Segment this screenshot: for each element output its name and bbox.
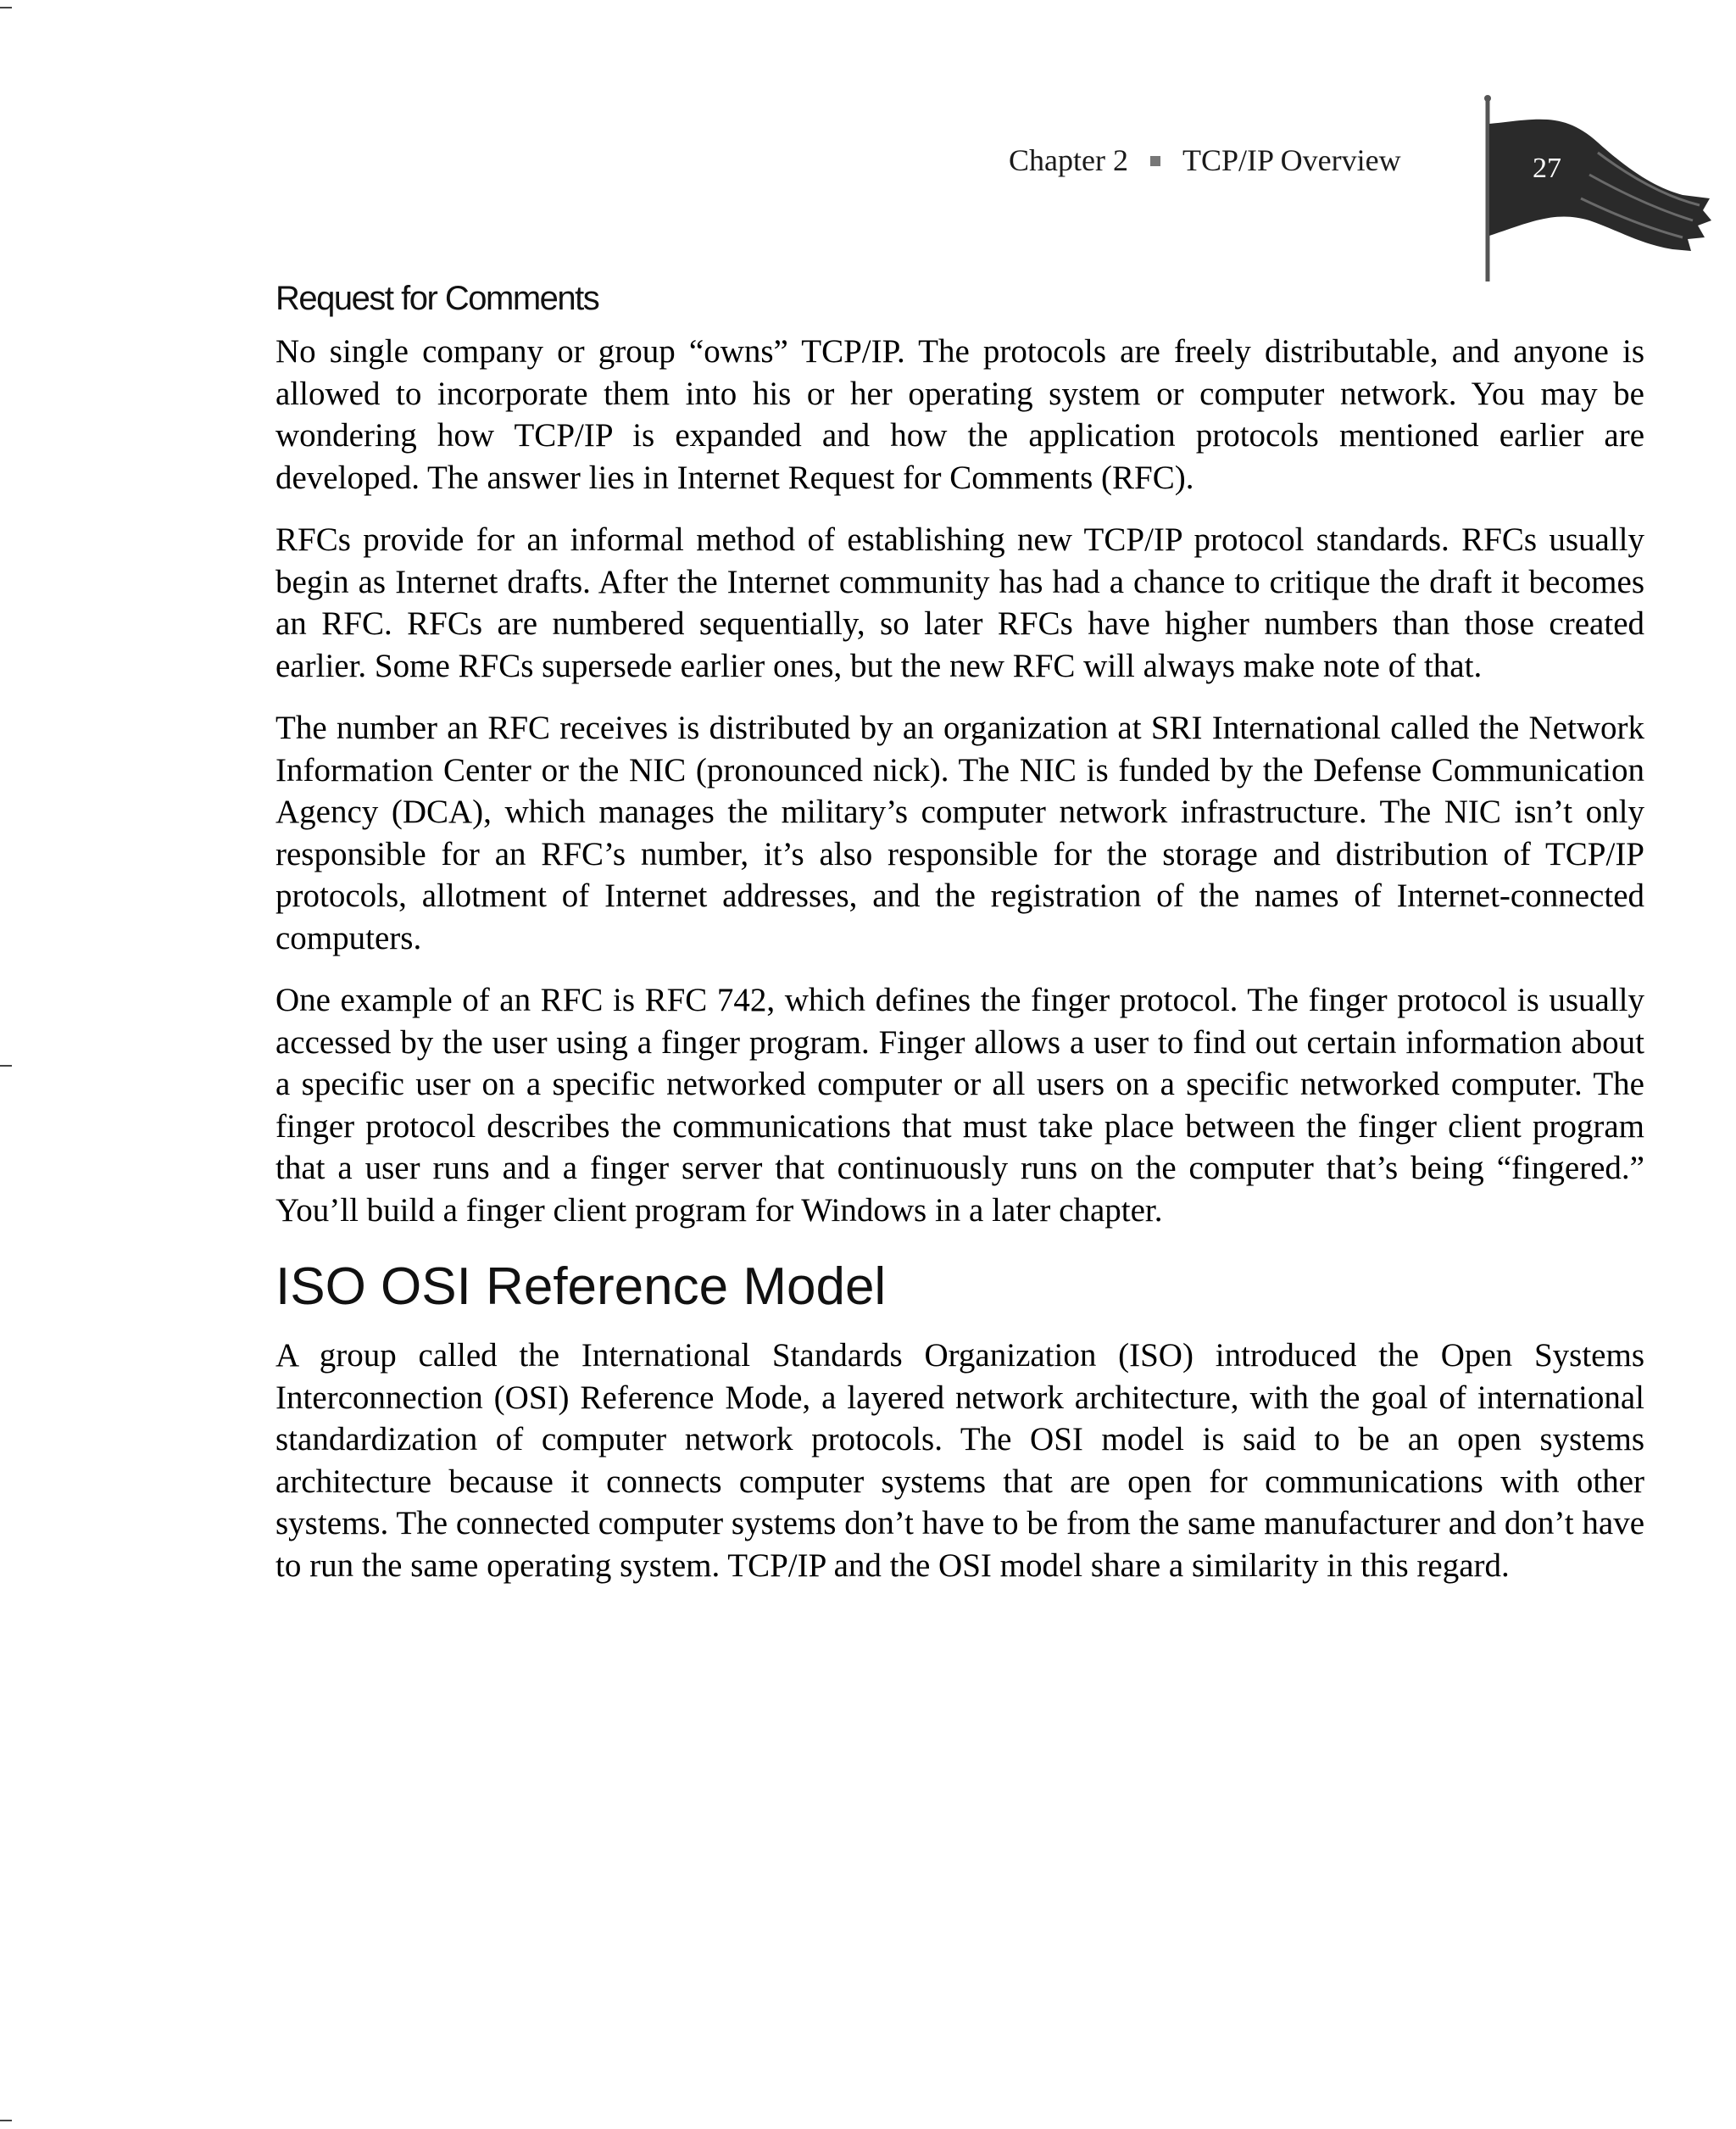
page-content bbox=[275, 276, 1644, 1607]
running-header bbox=[1009, 142, 1401, 178]
crop-mark-top bbox=[0, 7, 12, 8]
rfc-section-heading: Request for Comments bbox=[275, 280, 599, 317]
chapter-label: Chapter 2 bbox=[1009, 143, 1128, 177]
header-separator-icon bbox=[1150, 156, 1160, 166]
rfc-paragraph-2: RFCs provide for an informal method of establishing new TCP/IP protocol standards. RFCs usually begin as Internet drafts. After the Internet community has had a chance to critique the draft it becomes an RFC. RFCs are numbered sequentially, so later RFCs have higher numbers than those created earlier. Some RFCs supersede earlier ones, but the new RFC will always make note of that. bbox=[275, 521, 1644, 684]
osi-section-heading: ISO OSI Reference Model bbox=[275, 1257, 887, 1316]
page-number: 27 bbox=[1533, 153, 1561, 184]
osi-paragraph-1: A group called the International Standards Organization (ISO) introduced the Open Systems Interconnection (OSI) Reference Mode, a layered network architecture, with the goal of international standardization of computer network protocols. The OSI model is said to be an open systems architecture because it connects computer systems that are open for communications with other systems. The connected computer systems don’t have to be from the same manufacturer and don’t have to run the same operating system. TCP/IP and the OSI model share a similarity in this regard. bbox=[275, 1337, 1644, 1584]
rfc-paragraph-4: One example of an RFC is RFC 742, which defines the finger protocol. The finger protocol is usually accessed by the user using a finger program. Finger allows a user to find out certain information about a specific user on a specific networked computer or all users on a specific networked computer. The finger protocol describes the communications that must take place between the finger client program that a user runs and a finger server that continuously runs on the computer that’s being “fingered.” You’ll build a finger client program for Windows in a later chapter. bbox=[275, 982, 1644, 1229]
rfc-paragraph-1: No single company or group “owns” TCP/IP. The protocols are freely distributable, and anyone is allowed to incorporate them into his or her operating system or computer network. You may be wondering how TCP/IP is expanded and how the application protocols mentioned earlier are developed. The answer lies in Internet Request for Comments (RFC). bbox=[275, 333, 1644, 496]
waving-flag-icon bbox=[1471, 93, 1717, 288]
rfc-paragraph-3: The number an RFC receives is distributed by an organization at SRI International called the Network Information Center or the NIC (pronounced nick). The NIC is funded by the Defense Communication Agency (DCA), which manages the military’s computer network infrastructure. The NIC isn’t only responsible for an RFC’s number, it’s also responsible for the storage and distribution of TCP/IP protocols, allotment of Internet addresses, and the registration of the names of Internet-connected computers. bbox=[275, 710, 1644, 956]
chapter-title: TCP/IP Overview bbox=[1182, 143, 1401, 177]
flag-pole-cap bbox=[1484, 95, 1491, 102]
crop-mark-middle bbox=[0, 1065, 12, 1067]
crop-mark-bottom bbox=[0, 2120, 12, 2121]
flag-cloth bbox=[1489, 120, 1711, 251]
